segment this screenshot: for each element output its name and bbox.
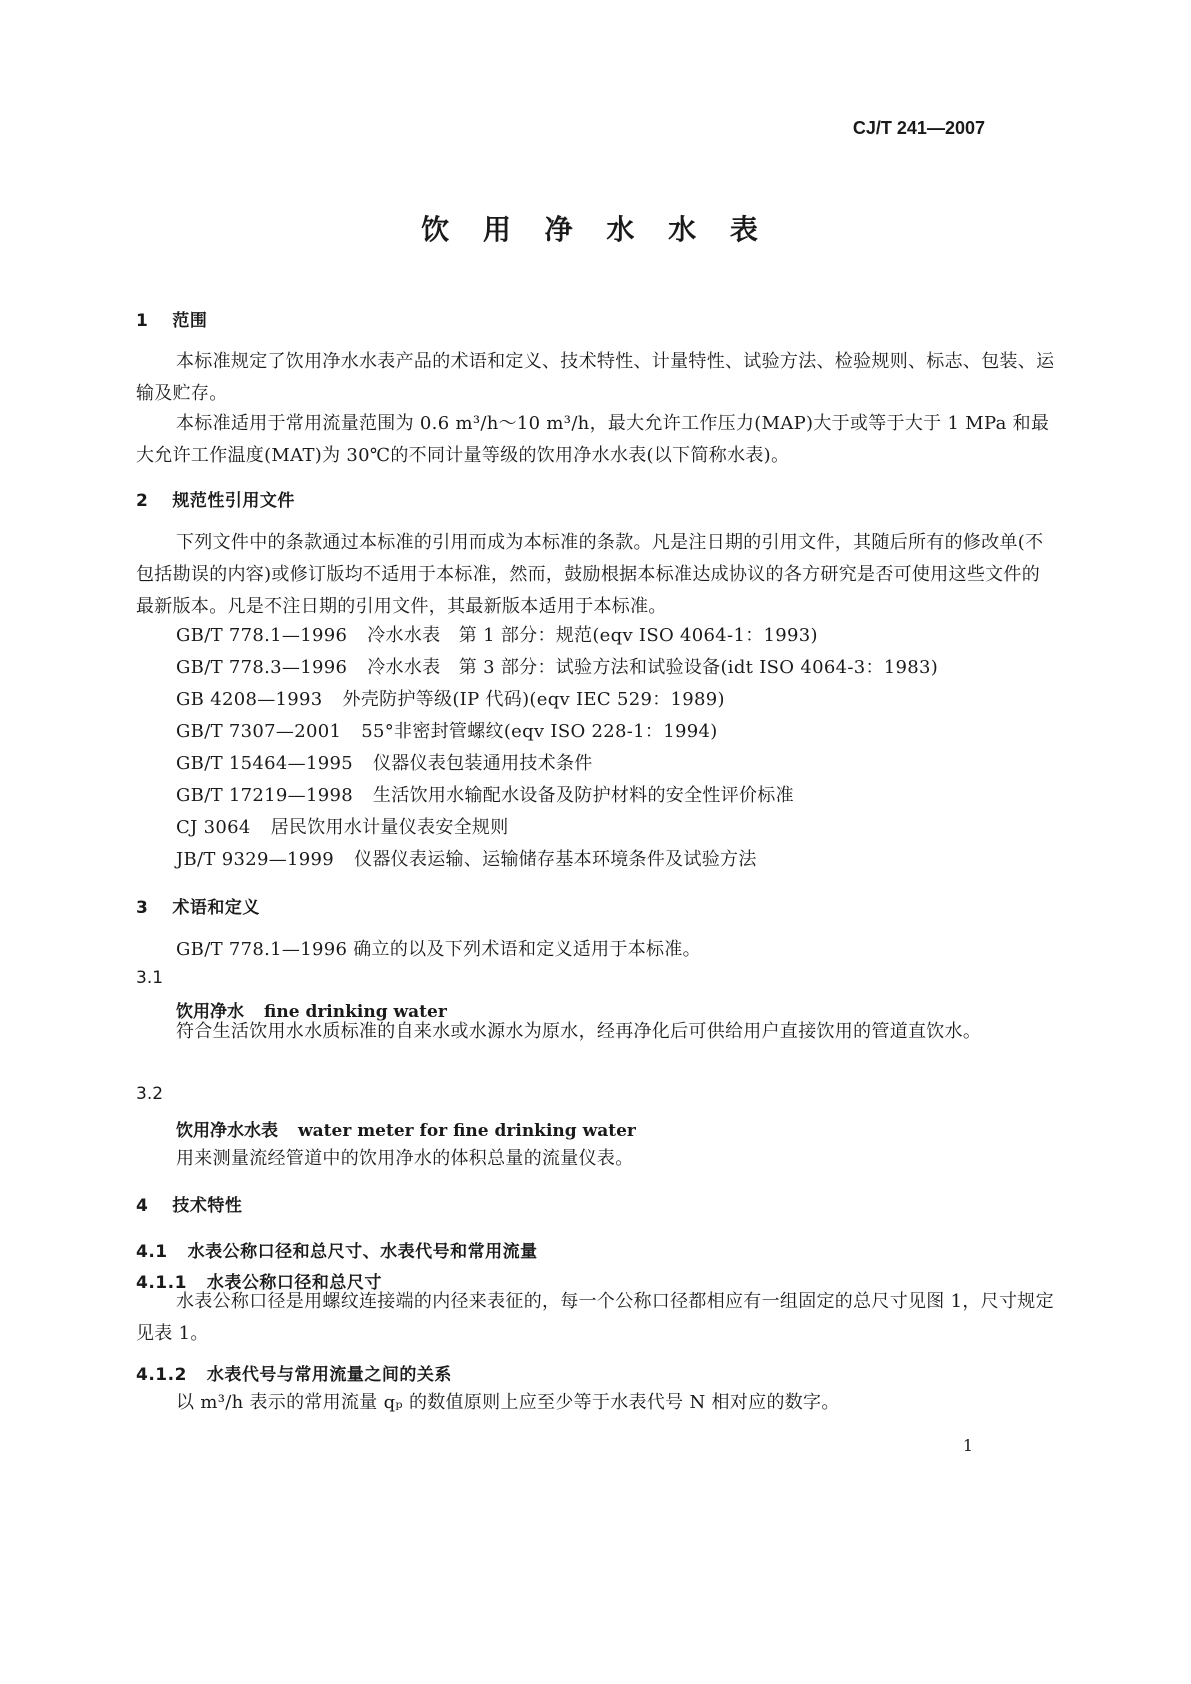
section-title: 范围 [172, 311, 208, 331]
reference-title: 55°非密封管螺纹(eqv ISO 228-1：1994) [361, 721, 718, 742]
subsection-number: 4.1.1 [136, 1273, 187, 1293]
reference-code: CJ 3064 [176, 817, 251, 838]
term-en: water meter for fine drinking water [298, 1121, 636, 1141]
section-number: 2 [136, 491, 149, 511]
reference-item [176, 653, 938, 679]
reference-title: 仪器仪表包装通用技术条件 [372, 753, 593, 774]
subsection-number: 4.1 [136, 1242, 168, 1262]
section-2-heading [136, 486, 295, 511]
subsection-number: 4.1.2 [136, 1365, 187, 1385]
section-1-paragraph-2: 本标准适用于常用流量范围为 0.6 m³/h～10 m³/h，最大允许工作压力(MAP)大于或等于大于 1 MPa 和最大允许工作温度(MAT)为 30℃的不同计量等级的饮用净水水表(以下简称水表)。 [136, 413, 1050, 466]
subsection-title: 水表公称口径和总尺寸 [206, 1273, 382, 1293]
reference-code: GB/T 7307—2001 [176, 721, 342, 742]
subsection-4-1-2-heading [136, 1360, 452, 1385]
subsection-4-1-heading [136, 1237, 538, 1262]
term-definition: 用来测量流经管道中的饮用净水的体积总量的流量仪表。 [176, 1148, 634, 1169]
term-number: 3.1 [136, 968, 164, 988]
page-title: 饮 用 净 水 水 表 [421, 213, 770, 246]
reference-code: GB/T 15464—1995 [176, 753, 353, 774]
reference-title: 仪器仪表运输、运输储存基本环境条件及试验方法 [354, 849, 757, 870]
section-3-intro: GB/T 778.1—1996 确立的以及下列术语和定义适用于本标准。 [176, 939, 701, 960]
section-title: 技术特性 [172, 1196, 243, 1216]
section-title: 规范性引用文件 [172, 491, 295, 511]
reference-item [176, 621, 818, 647]
term-definition: 符合生活饮用水水质标准的自来水或水源水为原水，经再净化后可供给用户直接饮用的管道直饮水。 [176, 1021, 982, 1042]
reference-code: GB 4208—1993 [176, 689, 323, 710]
reference-item [176, 717, 718, 743]
term-zh: 饮用净水水表 [176, 1121, 278, 1141]
section-4-heading [136, 1191, 242, 1216]
section-number: 1 [136, 311, 149, 331]
term-zh: 饮用净水 [176, 1002, 244, 1022]
reference-title: 冷水水表 第 1 部分：规范(eqv ISO 4064-1：1993) [367, 625, 818, 646]
reference-title: 外壳防护等级(IP 代码)(eqv IEC 529：1989) [342, 689, 725, 710]
subsection-4-1-2-text: 以 m³/h 表示的常用流量 qₚ 的数值原则上应至少等于水表代号 N 相对应的数字。 [176, 1392, 840, 1413]
term-number: 3.2 [136, 1084, 164, 1104]
reference-code: JB/T 9329—1999 [176, 849, 335, 870]
reference-title: 冷水水表 第 3 部分：试验方法和试验设备(idt ISO 4064-3：1983) [367, 657, 939, 678]
document-number: CJ/T 241—2007 [852, 118, 985, 138]
section-1-heading [136, 306, 207, 331]
section-2-intro: 下列文件中的条款通过本标准的引用而成为本标准的条款。凡是注日期的引用文件，其随后所有的修改单(不包括勘误的内容)或修订版均不适用于本标准，然而，鼓励根据本标准达成协议的各方研究是否可使用这些文件的最新版本。凡是不注日期的引用文件，其最新版本适用于本标准。 [136, 532, 1044, 617]
term-heading [176, 1116, 636, 1141]
reference-item [176, 813, 509, 839]
section-3-heading [136, 893, 260, 918]
term-en: fine drinking water [264, 1002, 447, 1022]
reference-title: 居民饮用水计量仪表安全规则 [270, 817, 509, 838]
section-number: 3 [136, 898, 149, 918]
reference-item [176, 685, 725, 711]
subsection-title: 水表代号与常用流量之间的关系 [206, 1365, 452, 1385]
reference-code: GB/T 778.3—1996 [176, 657, 348, 678]
section-1-paragraph-1: 本标准规定了饮用净水水表产品的术语和定义、技术特性、计量特性、试验方法、检验规则、标志、包装、运输及贮存。 [136, 351, 1055, 404]
page-number: 1 [962, 1436, 973, 1455]
reference-item [176, 781, 794, 807]
subsection-title: 水表公称口径和总尺寸、水表代号和常用流量 [187, 1242, 538, 1262]
reference-code: GB/T 778.1—1996 [176, 625, 348, 646]
reference-code: GB/T 17219—1998 [176, 785, 353, 806]
reference-item [176, 749, 593, 775]
reference-item [176, 845, 757, 871]
section-number: 4 [136, 1196, 149, 1216]
subsection-4-1-1-text: 水表公称口径是用螺纹连接端的内径来表征的，每一个公称口径都相应有一组固定的总尺寸见图 1，尺寸规定见表 1。 [136, 1291, 1054, 1344]
reference-title: 生活饮用水输配水设备及防护材料的安全性评价标准 [372, 785, 794, 806]
section-title: 术语和定义 [172, 898, 260, 918]
